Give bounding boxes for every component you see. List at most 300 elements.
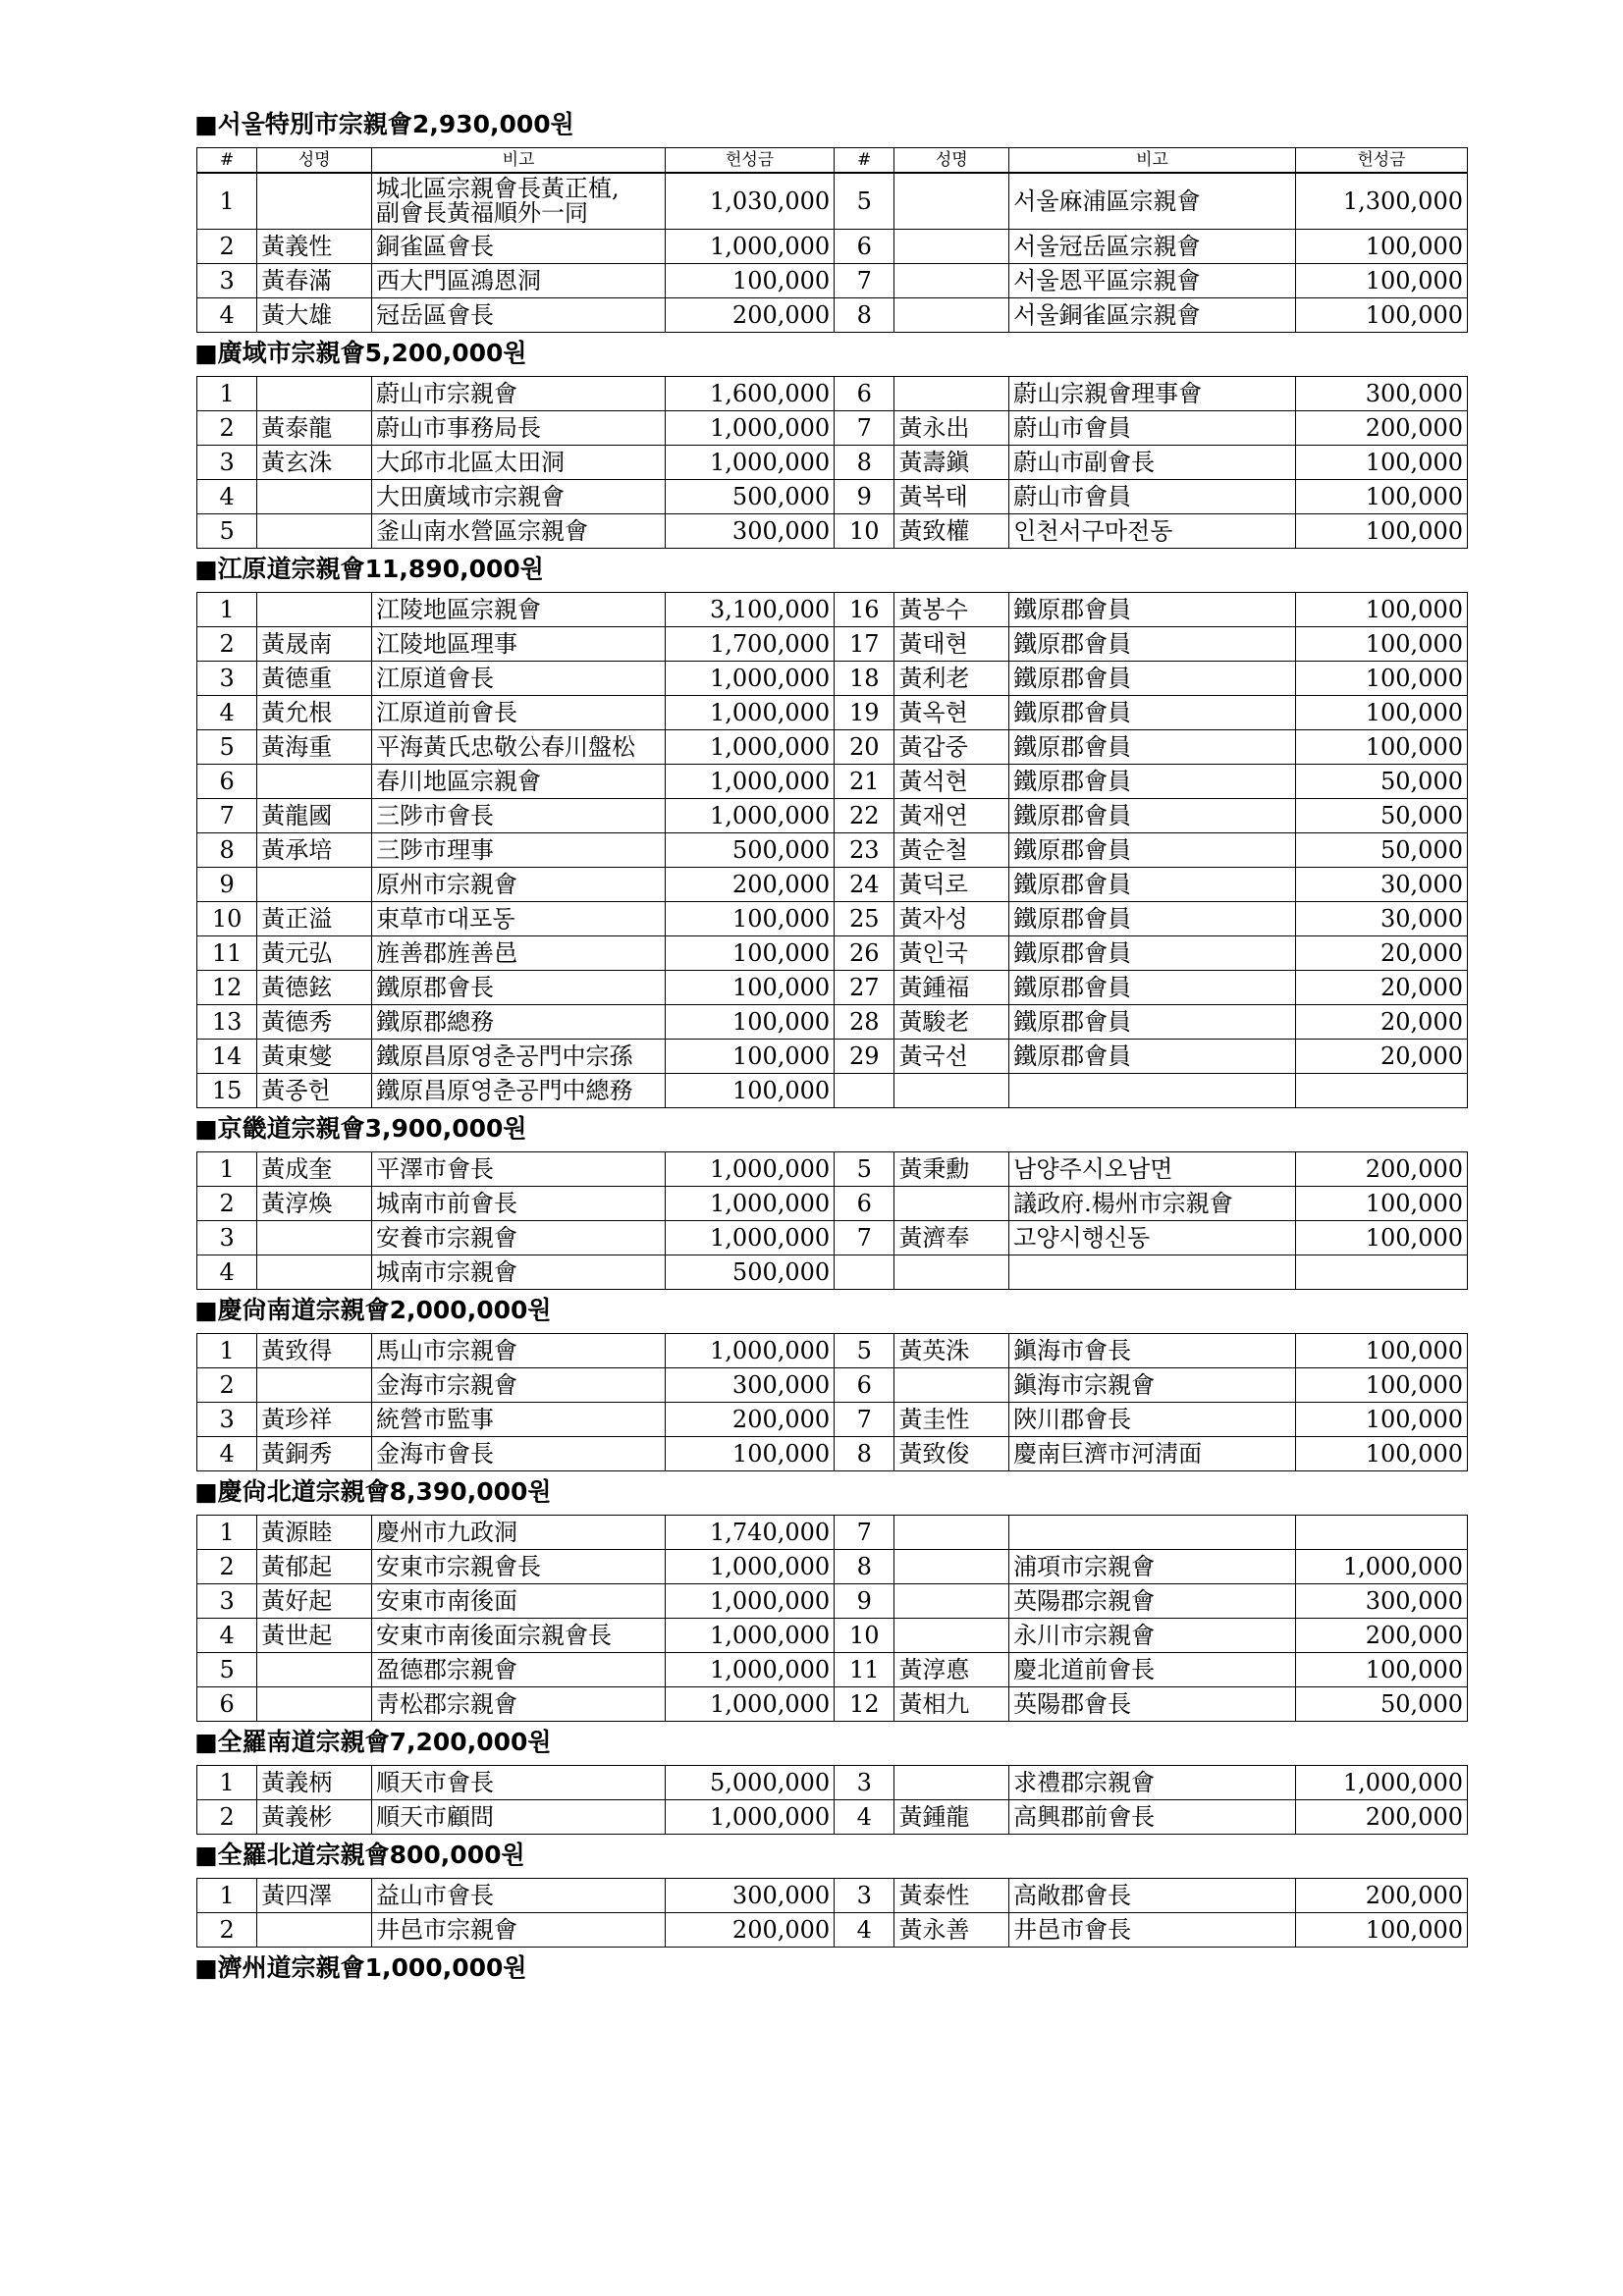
remark: 江陵地區理事 [371, 627, 665, 662]
row-number: 1 [197, 1152, 257, 1187]
table-row [197, 1403, 1468, 1437]
donor-name: 黃淳悳 [894, 1653, 1009, 1687]
donation-amount: 20,000 [1295, 971, 1467, 1005]
table-row [197, 1005, 1468, 1040]
donation-amount: 100,000 [1295, 593, 1467, 627]
donor-name [894, 230, 1009, 264]
donation-amount: 1,000,000 [666, 730, 835, 765]
donor-name: 黃鍾龍 [894, 1800, 1009, 1835]
row-number: 10 [197, 902, 257, 936]
donor-name: 黃永善 [894, 1913, 1009, 1948]
donor-name [257, 514, 372, 549]
donation-amount: 100,000 [1295, 1913, 1467, 1948]
row-number: 11 [835, 1653, 894, 1687]
section-title: ■慶尙南道宗親會2,000,000원 [194, 1296, 552, 1324]
row-number: 3 [197, 1403, 257, 1437]
remark: 議政府.楊州市宗親會 [1009, 1187, 1296, 1221]
row-number: 7 [835, 1403, 894, 1437]
donation-amount: 100,000 [1295, 298, 1467, 333]
donation-table [196, 147, 1468, 333]
donation-amount: 1,000,000 [666, 765, 835, 799]
donation-amount: 100,000 [1295, 696, 1467, 730]
row-number: 9 [835, 1584, 894, 1619]
donation-amount: 1,030,000 [666, 173, 835, 230]
donation-amount: 500,000 [666, 1255, 835, 1290]
donation-amount: 100,000 [1295, 1403, 1467, 1437]
remark [1009, 1516, 1296, 1550]
row-number: 3 [197, 264, 257, 298]
remark: 鐵原郡會員 [1009, 765, 1296, 799]
table-row [197, 1516, 1468, 1550]
row-number: 7 [835, 411, 894, 446]
row-number: 4 [197, 298, 257, 333]
row-number: 19 [835, 696, 894, 730]
remark: 順天市顧問 [371, 1800, 665, 1835]
row-number: 2 [197, 1800, 257, 1835]
donation-amount: 1,000,000 [666, 1152, 835, 1187]
table-row [197, 971, 1468, 1005]
remark: 慶北道前會長 [1009, 1653, 1296, 1687]
row-number: 7 [835, 1221, 894, 1255]
remark: 三陟市會長 [371, 799, 665, 833]
donor-name [894, 298, 1009, 333]
remark: 蔚山市會員 [1009, 480, 1296, 514]
row-number: 17 [835, 627, 894, 662]
donor-name: 黃承培 [257, 833, 372, 868]
donation-amount: 1,740,000 [666, 1516, 835, 1550]
donor-name [894, 1766, 1009, 1800]
donor-name: 黃玄洙 [257, 446, 372, 480]
table-header-row [197, 148, 1468, 174]
row-number: 2 [197, 1913, 257, 1948]
table-row [197, 1221, 1468, 1255]
donor-name [257, 480, 372, 514]
donation-amount: 100,000 [1295, 1187, 1467, 1221]
donation-amount: 3,100,000 [666, 593, 835, 627]
remark [1009, 1074, 1296, 1108]
donation-amount: 100,000 [666, 936, 835, 971]
donation-amount: 100,000 [1295, 1437, 1467, 1471]
row-number: 18 [835, 662, 894, 696]
remark: 束草市대포동 [371, 902, 665, 936]
donor-name: 黃泰性 [894, 1879, 1009, 1913]
column-header-amount: 헌성금 [1295, 148, 1467, 174]
donor-name: 黃世起 [257, 1619, 372, 1653]
table-row [197, 1437, 1468, 1471]
row-number: 4 [197, 1619, 257, 1653]
table-row [197, 1187, 1468, 1221]
donation-amount: 20,000 [1295, 936, 1467, 971]
table-row [197, 765, 1468, 799]
row-number: 2 [197, 1187, 257, 1221]
row-number: 22 [835, 799, 894, 833]
row-number: 3 [197, 1221, 257, 1255]
remark: 蔚山市會員 [1009, 411, 1296, 446]
column-header-note: 비고 [1009, 148, 1296, 174]
donor-name [894, 377, 1009, 411]
donor-name: 黃泰龍 [257, 411, 372, 446]
donation-amount: 100,000 [1295, 446, 1467, 480]
table-row [197, 1687, 1468, 1722]
remark: 金海市會長 [371, 1437, 665, 1471]
donor-name: 黃海重 [257, 730, 372, 765]
donor-name: 黃德秀 [257, 1005, 372, 1040]
donor-name [257, 1653, 372, 1687]
table-row [197, 902, 1468, 936]
donation-amount: 1,000,000 [666, 1550, 835, 1584]
donation-amount: 100,000 [666, 1074, 835, 1108]
donor-name: 黃圭性 [894, 1403, 1009, 1437]
donation-amount: 500,000 [666, 833, 835, 868]
remark: 鐵原郡會員 [1009, 662, 1296, 696]
table-row [197, 833, 1468, 868]
table-row [197, 298, 1468, 333]
remark: 城北區宗親會長黃正植, 副會長黃福順外一同 [371, 173, 665, 230]
donor-name: 黃晟南 [257, 627, 372, 662]
donation-amount: 1,000,000 [666, 1187, 835, 1221]
remark: 大田廣域市宗親會 [371, 480, 665, 514]
row-number: 13 [197, 1005, 257, 1040]
row-number: 1 [197, 1516, 257, 1550]
remark: 鐵原郡會員 [1009, 799, 1296, 833]
remark: 남양주시오남면 [1009, 1152, 1296, 1187]
donor-name [894, 1550, 1009, 1584]
row-number: 1 [197, 1766, 257, 1800]
donor-name: 黃龍國 [257, 799, 372, 833]
remark: 鎭海市宗親會 [1009, 1368, 1296, 1403]
donor-name [257, 173, 372, 230]
donation-amount: 100,000 [1295, 627, 1467, 662]
remark: 鐵原郡會員 [1009, 1005, 1296, 1040]
donation-table [196, 1151, 1468, 1290]
donor-name: 黃태현 [894, 627, 1009, 662]
row-number: 28 [835, 1005, 894, 1040]
donation-amount: 100,000 [666, 1005, 835, 1040]
donation-amount: 50,000 [1295, 1687, 1467, 1722]
remark [1009, 1255, 1296, 1290]
row-number [835, 1255, 894, 1290]
table-row [197, 1619, 1468, 1653]
row-number: 25 [835, 902, 894, 936]
row-number: 10 [835, 1619, 894, 1653]
remark: 釜山南水營區宗親會 [371, 514, 665, 549]
donation-amount [1295, 1074, 1467, 1108]
donation-amount [1295, 1516, 1467, 1550]
row-number: 11 [197, 936, 257, 971]
donation-amount: 1,600,000 [666, 377, 835, 411]
donation-amount: 1,000,000 [666, 1221, 835, 1255]
donor-name: 黃源睦 [257, 1516, 372, 1550]
remark: 城南市前會長 [371, 1187, 665, 1221]
row-number: 12 [197, 971, 257, 1005]
row-number: 7 [835, 1516, 894, 1550]
donation-table [196, 1765, 1468, 1835]
remark: 益山市會長 [371, 1879, 665, 1913]
row-number: 3 [835, 1766, 894, 1800]
row-number: 1 [197, 173, 257, 230]
table-row [197, 480, 1468, 514]
row-number: 6 [197, 765, 257, 799]
donation-amount: 50,000 [1295, 833, 1467, 868]
donation-amount: 1,000,000 [666, 799, 835, 833]
donation-amount: 200,000 [1295, 1800, 1467, 1835]
donor-name [257, 1913, 372, 1948]
column-header-no: # [835, 148, 894, 174]
donor-name: 黃종헌 [257, 1074, 372, 1108]
donation-amount: 30,000 [1295, 868, 1467, 902]
donor-name: 黃석현 [894, 765, 1009, 799]
donor-name: 黃義性 [257, 230, 372, 264]
remark: 蔚山市宗親會 [371, 377, 665, 411]
table-row [197, 1368, 1468, 1403]
remark: 蔚山宗親會理事會 [1009, 377, 1296, 411]
remark: 馬山市宗親會 [371, 1334, 665, 1368]
row-number: 2 [197, 411, 257, 446]
donor-name: 黃永出 [894, 411, 1009, 446]
row-number: 14 [197, 1040, 257, 1074]
row-number: 5 [197, 1653, 257, 1687]
donor-name: 黃濟奉 [894, 1221, 1009, 1255]
donor-name: 黃덕로 [894, 868, 1009, 902]
donation-amount: 20,000 [1295, 1005, 1467, 1040]
row-number: 4 [197, 480, 257, 514]
donation-amount: 100,000 [1295, 1653, 1467, 1687]
donation-table [196, 1333, 1468, 1471]
remark: 城南市宗親會 [371, 1255, 665, 1290]
remark: 永川市宗親會 [1009, 1619, 1296, 1653]
row-number: 5 [835, 173, 894, 230]
row-number: 8 [835, 1550, 894, 1584]
table-row [197, 1653, 1468, 1687]
donation-amount: 300,000 [666, 514, 835, 549]
donor-name: 黃壽鎭 [894, 446, 1009, 480]
donation-amount: 100,000 [666, 264, 835, 298]
donor-name: 黃갑중 [894, 730, 1009, 765]
column-header-amount: 헌성금 [666, 148, 835, 174]
remark: 英陽郡宗親會 [1009, 1584, 1296, 1619]
donor-name [894, 264, 1009, 298]
remark: 鎭海市會長 [1009, 1334, 1296, 1368]
table-row [197, 1800, 1468, 1835]
donor-name: 黃致得 [257, 1334, 372, 1368]
remark: 安養市宗親會 [371, 1221, 665, 1255]
column-header-name: 성명 [257, 148, 372, 174]
donor-name: 黃복태 [894, 480, 1009, 514]
remark: 江原道前會長 [371, 696, 665, 730]
donation-amount: 1,000,000 [666, 411, 835, 446]
donation-amount: 20,000 [1295, 1040, 1467, 1074]
remark: 三陟市理事 [371, 833, 665, 868]
donation-amount: 100,000 [1295, 230, 1467, 264]
row-number: 5 [835, 1334, 894, 1368]
donation-amount: 1,000,000 [666, 662, 835, 696]
donor-name: 黃봉수 [894, 593, 1009, 627]
donation-amount: 200,000 [666, 1403, 835, 1437]
row-number: 7 [835, 264, 894, 298]
remark: 原州市宗親會 [371, 868, 665, 902]
remark: 旌善郡旌善邑 [371, 936, 665, 971]
remark: 江陵地區宗親會 [371, 593, 665, 627]
donation-amount: 1,000,000 [666, 1653, 835, 1687]
donor-name [257, 765, 372, 799]
donation-amount: 1,000,000 [666, 1334, 835, 1368]
donor-name: 黃德重 [257, 662, 372, 696]
remark: 鐵原郡會員 [1009, 1040, 1296, 1074]
remark: 銅雀區會長 [371, 230, 665, 264]
donation-amount: 1,000,000 [666, 1800, 835, 1835]
donor-name [894, 1187, 1009, 1221]
remark: 蔚山市副會長 [1009, 446, 1296, 480]
remark: 平海黃氏忠敬公春川盤松 [371, 730, 665, 765]
section-title: ■서울特別市宗親會2,930,000원 [194, 110, 574, 138]
row-number: 16 [835, 593, 894, 627]
donor-name: 黃인국 [894, 936, 1009, 971]
row-number: 10 [835, 514, 894, 549]
donation-amount: 50,000 [1295, 765, 1467, 799]
donation-amount: 200,000 [666, 1913, 835, 1948]
remark: 고양시행신동 [1009, 1221, 1296, 1255]
table-row [197, 1879, 1468, 1913]
donation-amount: 1,000,000 [1295, 1766, 1467, 1800]
remark: 鐵原郡會員 [1009, 696, 1296, 730]
table-row [197, 1074, 1468, 1108]
donor-name: 黃秉勳 [894, 1152, 1009, 1187]
row-number: 1 [197, 1879, 257, 1913]
row-number: 5 [835, 1152, 894, 1187]
donation-table [196, 592, 1468, 1108]
remark: 鐵原郡會員 [1009, 833, 1296, 868]
row-number: 1 [197, 1334, 257, 1368]
donor-name: 黃利老 [894, 662, 1009, 696]
section-title: ■全羅北道宗親會800,000원 [194, 1841, 525, 1869]
row-number: 1 [197, 593, 257, 627]
donor-name: 黃英洙 [894, 1334, 1009, 1368]
remark: 鐵原郡會員 [1009, 730, 1296, 765]
section-title: ■廣域市宗親會5,200,000원 [194, 339, 527, 367]
remark: 鐵原郡會員 [1009, 971, 1296, 1005]
donation-amount: 300,000 [666, 1368, 835, 1403]
remark: 求禮郡宗親會 [1009, 1766, 1296, 1800]
donor-name: 黃德鉉 [257, 971, 372, 1005]
remark: 大邱市北區太田洞 [371, 446, 665, 480]
donation-amount [1295, 1255, 1467, 1290]
donor-name: 黃大雄 [257, 298, 372, 333]
donor-name [894, 1368, 1009, 1403]
row-number: 6 [835, 377, 894, 411]
row-number: 5 [197, 730, 257, 765]
donation-amount: 100,000 [1295, 264, 1467, 298]
row-number: 15 [197, 1074, 257, 1108]
remark: 慶南巨濟市河淸面 [1009, 1437, 1296, 1471]
donation-amount: 1,000,000 [666, 696, 835, 730]
remark: 西大門區鴻恩洞 [371, 264, 665, 298]
donation-amount: 30,000 [1295, 902, 1467, 936]
row-number: 6 [835, 1368, 894, 1403]
remark: 鐵原昌原영춘공門中宗孫 [371, 1040, 665, 1074]
column-header-note: 비고 [371, 148, 665, 174]
donation-table [196, 376, 1468, 549]
donation-amount: 100,000 [666, 971, 835, 1005]
donation-amount: 100,000 [1295, 1334, 1467, 1368]
donor-name: 黃국선 [894, 1040, 1009, 1074]
donation-amount: 300,000 [1295, 377, 1467, 411]
row-number: 8 [835, 446, 894, 480]
donor-name [257, 593, 372, 627]
donor-name: 黃義柄 [257, 1766, 372, 1800]
remark: 서울麻浦區宗親會 [1009, 173, 1296, 230]
table-row [197, 1584, 1468, 1619]
table-row [197, 1766, 1468, 1800]
remark: 鐵原郡會長 [371, 971, 665, 1005]
donor-name: 黃鍾福 [894, 971, 1009, 1005]
table-row [197, 936, 1468, 971]
table-row [197, 799, 1468, 833]
remark: 鐵原郡總務 [371, 1005, 665, 1040]
donor-name: 黃好起 [257, 1584, 372, 1619]
donation-amount: 200,000 [666, 298, 835, 333]
remark: 靑松郡宗親會 [371, 1687, 665, 1722]
donation-amount: 100,000 [666, 1040, 835, 1074]
donor-name: 黃銅秀 [257, 1437, 372, 1471]
row-number: 4 [835, 1800, 894, 1835]
remark: 江原道會長 [371, 662, 665, 696]
row-number: 2 [197, 1550, 257, 1584]
remark: 安東市南後面宗親會長 [371, 1619, 665, 1653]
remark: 春川地區宗親會 [371, 765, 665, 799]
row-number: 24 [835, 868, 894, 902]
donor-name: 黃珍祥 [257, 1403, 372, 1437]
remark: 鐵原郡會員 [1009, 868, 1296, 902]
row-number: 26 [835, 936, 894, 971]
remark: 冠岳區會長 [371, 298, 665, 333]
donation-amount: 100,000 [666, 1437, 835, 1471]
donation-amount: 100,000 [1295, 730, 1467, 765]
remark: 順天市會長 [371, 1766, 665, 1800]
donation-amount: 100,000 [1295, 662, 1467, 696]
table-row [197, 1334, 1468, 1368]
table-row [197, 377, 1468, 411]
table-row [197, 1255, 1468, 1290]
remark: 高興郡前會長 [1009, 1800, 1296, 1835]
donation-amount: 200,000 [1295, 1152, 1467, 1187]
row-number: 4 [197, 1437, 257, 1471]
donor-name: 黃春滿 [257, 264, 372, 298]
table-row [197, 1913, 1468, 1948]
donor-name [894, 1619, 1009, 1653]
donation-amount: 500,000 [666, 480, 835, 514]
row-number: 9 [835, 480, 894, 514]
remark: 陜川郡會長 [1009, 1403, 1296, 1437]
row-number: 6 [835, 1187, 894, 1221]
remark: 英陽郡會長 [1009, 1687, 1296, 1722]
donation-amount: 200,000 [1295, 1619, 1467, 1653]
section-title: ■江原道宗親會11,890,000원 [194, 555, 544, 583]
table-row [197, 446, 1468, 480]
table-row [197, 514, 1468, 549]
table-row [197, 173, 1468, 230]
donation-amount: 100,000 [1295, 480, 1467, 514]
donor-name: 黃致權 [894, 514, 1009, 549]
donor-name [894, 1074, 1009, 1108]
document-page [196, 110, 1468, 1991]
remark: 서울恩平區宗親會 [1009, 264, 1296, 298]
table-row [197, 1040, 1468, 1074]
table-row [197, 696, 1468, 730]
donor-name [894, 173, 1009, 230]
donation-amount: 100,000 [1295, 514, 1467, 549]
donor-name: 黃순철 [894, 833, 1009, 868]
donation-amount: 1,000,000 [666, 1619, 835, 1653]
